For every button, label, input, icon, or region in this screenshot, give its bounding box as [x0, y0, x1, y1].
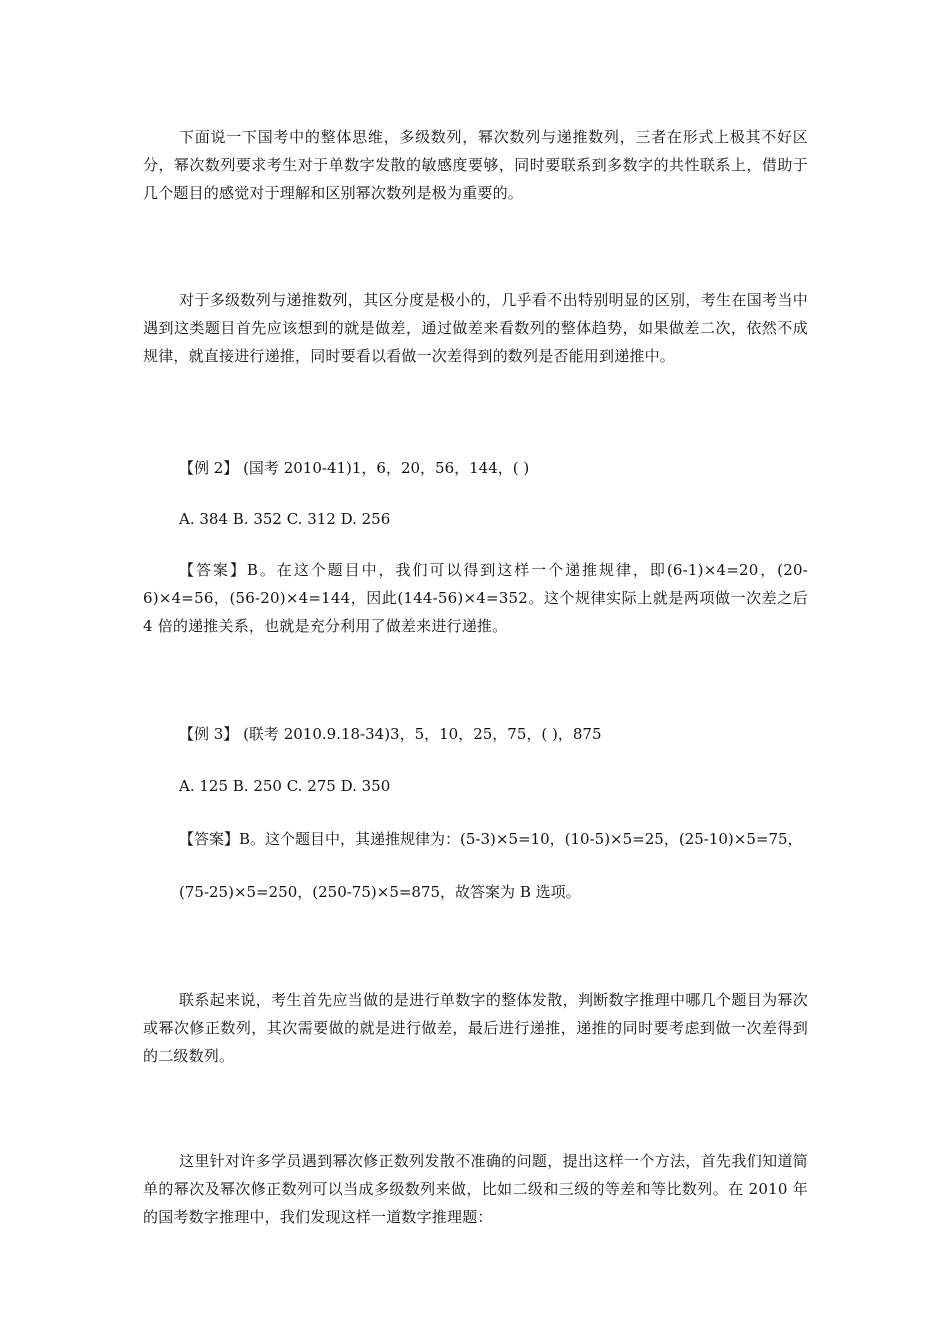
example-3-answer-line-2: (75-25)×5=250，(250-75)×5=875，故答案为 B 选项。: [179, 883, 581, 901]
example-2-question: 【例 2】 (国考 2010-41)1，6，20，56，144，( ): [179, 459, 530, 477]
example-2-options: A. 384 B. 352 C. 312 D. 256: [179, 510, 391, 528]
paragraph-summary: 联系起来说，考生首先应当做的是进行单数字的整体发散，判断数字推理中哪几个题目为幂次或幂次修正数列，其次需要做的就是进行做差，最后进行递推，递推的同时要考虑到做一次差得到的二级数列。: [143, 991, 808, 1065]
example-3-question: 【例 3】 (联考 2010.9.18-34)3，5，10，25，75，( )，875: [179, 725, 602, 743]
example-3-answer-line-1: 【答案】B。这个题目中，其递推规律为：(5-3)×5=10，(10-5)×5=25，(25-10)×5=75，: [179, 830, 803, 848]
paragraph-method: 这里针对许多学员遇到幂次修正数列发散不准确的问题，提出这样一个方法，首先我们知道简单的幂次及幂次修正数列可以当成多级数列来做，比如二级和三级的等差和等比数列。在 2010 年的国考数字推理中，我们发现这样一道数字推理题：: [143, 1152, 808, 1226]
paragraph-multilevel-vs-recursive: 对于多级数列与递推数列，其区分度是极小的，几乎看不出特别明显的区别，考生在国考当中遇到这类题目首先应该想到的就是做差，通过做差来看数列的整体趋势，如果做差二次，依然不成规律，就直接进行递推，同时要看以看做一次差得到的数列是否能用到递推中。: [143, 291, 808, 365]
paragraph-integrated-thinking: 下面说一下国考中的整体思维，多级数列，幂次数列与递推数列，三者在形式上极其不好区分，幂次数列要求考生对于单数字发散的敏感度要够，同时要联系到多数字的共性联系上，借助于几个题目的感觉对于理解和区别幂次数列是极为重要的。: [143, 128, 808, 202]
example-3-options: A. 125 B. 250 C. 275 D. 350: [179, 777, 391, 795]
example-2-answer: 【答案】B。在这个题目中，我们可以得到这样一个递推规律，即(6-1)×4=20，(20-6)×4=56，(56-20)×4=144，因此(144-56)×4=352。这个规律实际上就是两项做一次差之后 4 倍的递推关系，也就是充分利用了做差来进行递推。: [143, 561, 808, 635]
